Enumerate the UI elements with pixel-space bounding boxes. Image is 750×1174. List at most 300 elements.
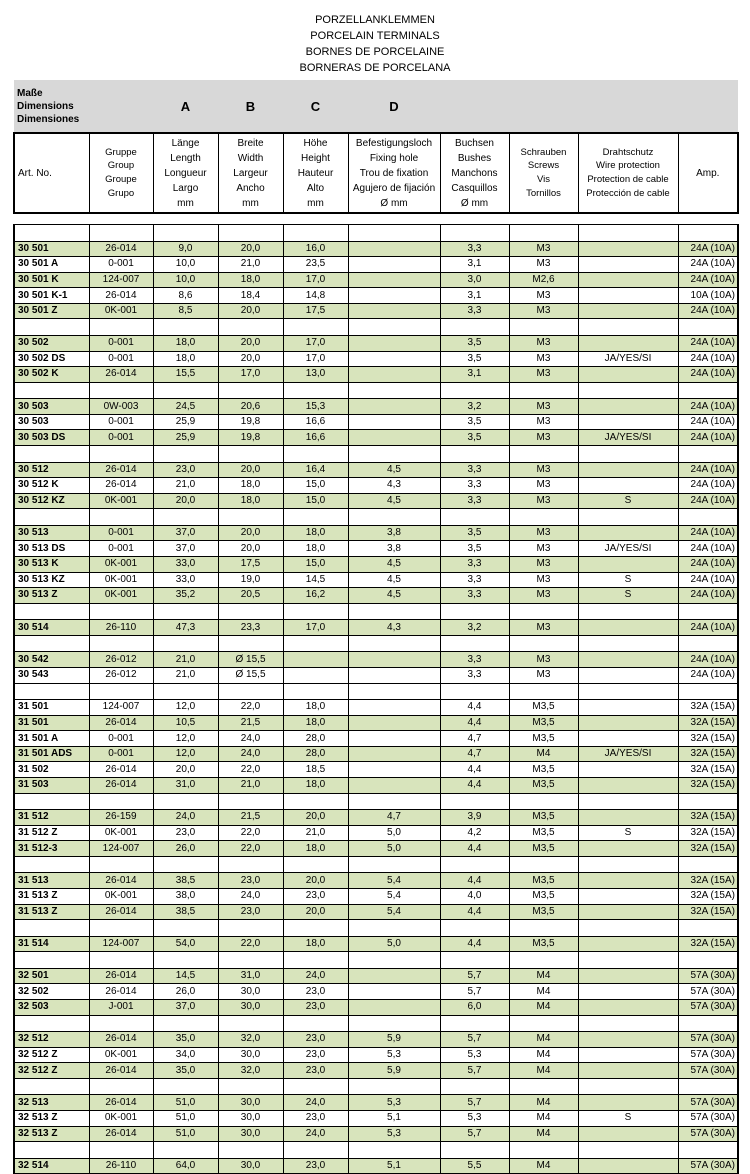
cell-bushes: 3,5	[440, 541, 509, 557]
spacer-cell	[509, 319, 578, 336]
cell-art-no: 30 501 A	[14, 257, 89, 273]
cell-screws: M4	[509, 1095, 578, 1111]
cell-wire-protection	[578, 414, 678, 430]
cell-height: 23,0	[283, 1158, 348, 1174]
spacer-cell	[89, 509, 153, 526]
spacer-cell	[440, 856, 509, 873]
spacer-cell	[153, 856, 218, 873]
cell-group: 26-012	[89, 667, 153, 683]
cell-length: 21,0	[153, 652, 218, 668]
cell-group: 124-007	[89, 272, 153, 288]
cell-height: 18,5	[283, 762, 348, 778]
spacer-cell	[283, 635, 348, 652]
cell-fixing-hole: 4,5	[348, 557, 440, 573]
cell-group: 26-014	[89, 1032, 153, 1048]
cell-art-no: 31 514	[14, 936, 89, 952]
spacer-cell	[509, 1015, 578, 1032]
cell-screws: M3,5	[509, 889, 578, 905]
cell-wire-protection	[578, 778, 678, 794]
cell-wire-protection	[578, 715, 678, 731]
column-header-amp	[678, 133, 738, 213]
cell-wire-protection	[578, 700, 678, 716]
cell-bushes: 5,7	[440, 1095, 509, 1111]
spacer-cell	[348, 509, 440, 526]
spacer-cell	[578, 793, 678, 810]
cell-art-no: 32 512 Z	[14, 1047, 89, 1063]
cell-height: 15,3	[283, 399, 348, 415]
cell-bushes: 3,3	[440, 557, 509, 573]
spacer-cell	[578, 446, 678, 463]
cell-art-no: 30 502 K	[14, 367, 89, 383]
header-gap	[14, 213, 738, 225]
cell-height: 17,0	[283, 272, 348, 288]
spacer-cell	[348, 1078, 440, 1095]
cell-height: 18,0	[283, 936, 348, 952]
cell-width: 32,0	[218, 1032, 283, 1048]
cell-bushes: 4,0	[440, 889, 509, 905]
cell-wire-protection: S	[578, 1110, 678, 1126]
cell-amp: 57A (30A)	[678, 1126, 738, 1142]
table-row	[14, 1063, 738, 1079]
spacer-cell	[283, 920, 348, 937]
cell-amp: 32A (15A)	[678, 746, 738, 762]
cell-amp: 24A (10A)	[678, 335, 738, 351]
cell-length: 23,0	[153, 462, 218, 478]
cell-amp: 24A (10A)	[678, 399, 738, 415]
cell-length: 26,0	[153, 841, 218, 857]
cell-bushes: 4,4	[440, 873, 509, 889]
spacer-cell	[153, 1078, 218, 1095]
spacer-cell	[14, 225, 89, 242]
column-header-fixing-hole	[348, 133, 440, 213]
spacer-cell	[14, 319, 89, 336]
cell-wire-protection	[578, 557, 678, 573]
spacer-cell	[153, 382, 218, 399]
spacer-cell	[509, 603, 578, 620]
spacer-cell	[89, 952, 153, 969]
spacer-cell	[14, 856, 89, 873]
cell-width: 23,0	[218, 904, 283, 920]
spacer-cell	[440, 603, 509, 620]
cell-art-no: 30 501	[14, 241, 89, 257]
spacer-cell	[440, 382, 509, 399]
cell-wire-protection	[578, 1032, 678, 1048]
title-line-fr: BORNES DE PORCELAINE	[305, 46, 445, 58]
cell-art-no: 31 501	[14, 700, 89, 716]
table-row	[14, 1095, 738, 1111]
cell-length: 25,9	[153, 430, 218, 446]
spacer-row	[14, 856, 738, 873]
cell-group: 26-014	[89, 715, 153, 731]
cell-length: 9,0	[153, 241, 218, 257]
cell-fixing-hole	[348, 414, 440, 430]
cell-bushes: 4,4	[440, 700, 509, 716]
cell-screws: M3	[509, 430, 578, 446]
cell-height: 17,0	[283, 335, 348, 351]
column-header-line: mm	[177, 197, 194, 209]
spacer-cell	[153, 446, 218, 463]
cell-height: 23,0	[283, 889, 348, 905]
cell-bushes: 3,1	[440, 367, 509, 383]
cell-bushes: 3,3	[440, 303, 509, 319]
cell-amp: 24A (10A)	[678, 257, 738, 273]
cell-group: 0K-001	[89, 889, 153, 905]
cell-height: 28,0	[283, 731, 348, 747]
spacer-cell	[283, 509, 348, 526]
cell-screws: M3	[509, 572, 578, 588]
spacer-cell	[283, 952, 348, 969]
cell-screws: M3	[509, 541, 578, 557]
spacer-cell	[283, 683, 348, 700]
cell-wire-protection	[578, 1158, 678, 1174]
cell-height	[283, 652, 348, 668]
table-row	[14, 841, 738, 857]
cell-amp: 32A (15A)	[678, 873, 738, 889]
cell-screws: M3	[509, 257, 578, 273]
cell-wire-protection	[578, 968, 678, 984]
cell-amp: 57A (30A)	[678, 1032, 738, 1048]
dimensions-label-line: Dimensiones	[17, 113, 80, 125]
spacer-cell	[440, 509, 509, 526]
spacer-cell	[89, 920, 153, 937]
cell-wire-protection	[578, 288, 678, 304]
spacer-cell	[283, 319, 348, 336]
cell-width: 31,0	[218, 968, 283, 984]
spacer-cell	[218, 1078, 283, 1095]
cell-amp: 24A (10A)	[678, 462, 738, 478]
cell-group: 26-110	[89, 620, 153, 636]
cell-bushes: 4,2	[440, 825, 509, 841]
cell-fixing-hole	[348, 272, 440, 288]
spacer-row	[14, 952, 738, 969]
cell-height: 16,2	[283, 588, 348, 604]
cell-art-no: 30 513	[14, 525, 89, 541]
cell-width: 21,5	[218, 715, 283, 731]
table-row	[14, 968, 738, 984]
spacer-cell	[509, 856, 578, 873]
table-row	[14, 1158, 738, 1174]
cell-art-no: 32 501	[14, 968, 89, 984]
cell-bushes: 5,7	[440, 1126, 509, 1142]
cell-bushes: 4,4	[440, 778, 509, 794]
cell-bushes: 5,7	[440, 1063, 509, 1079]
cell-wire-protection	[578, 272, 678, 288]
cell-width: 30,0	[218, 999, 283, 1015]
cell-length: 15,5	[153, 367, 218, 383]
cell-width: Ø 15,5	[218, 652, 283, 668]
cell-width: 20,6	[218, 399, 283, 415]
cell-screws: M3	[509, 620, 578, 636]
cell-wire-protection	[578, 478, 678, 494]
cell-width: 19,0	[218, 572, 283, 588]
spacer-cell	[14, 635, 89, 652]
spacer-cell	[14, 1078, 89, 1095]
spacer-cell	[348, 635, 440, 652]
spacer-row	[14, 635, 738, 652]
cell-width: 22,0	[218, 825, 283, 841]
cell-width: 24,0	[218, 731, 283, 747]
spacer-cell	[89, 635, 153, 652]
cell-fixing-hole: 5,1	[348, 1110, 440, 1126]
column-header-row	[14, 133, 738, 213]
cell-length: 21,0	[153, 478, 218, 494]
cell-width: 22,0	[218, 841, 283, 857]
cell-fixing-hole	[348, 430, 440, 446]
spacer-cell	[89, 382, 153, 399]
spacer-cell	[14, 603, 89, 620]
cell-screws: M4	[509, 984, 578, 1000]
cell-wire-protection	[578, 335, 678, 351]
cell-height: 16,0	[283, 241, 348, 257]
cell-amp: 57A (30A)	[678, 999, 738, 1015]
column-header-line: Manchons	[451, 167, 498, 179]
dimensions-blank	[678, 80, 738, 133]
spacer-cell	[678, 603, 738, 620]
cell-width: 22,0	[218, 762, 283, 778]
terminals-table	[13, 80, 739, 1174]
cell-height: 18,0	[283, 715, 348, 731]
spacer-cell	[89, 1142, 153, 1159]
cell-bushes: 3,3	[440, 572, 509, 588]
cell-amp: 32A (15A)	[678, 700, 738, 716]
cell-group: 26-110	[89, 1158, 153, 1174]
cell-width: 30,0	[218, 984, 283, 1000]
cell-amp: 57A (30A)	[678, 968, 738, 984]
cell-length: 33,0	[153, 572, 218, 588]
spacer-cell	[89, 225, 153, 242]
cell-screws: M3	[509, 367, 578, 383]
table-row	[14, 746, 738, 762]
cell-length: 12,0	[153, 731, 218, 747]
spacer-cell	[578, 225, 678, 242]
cell-group: 26-014	[89, 1095, 153, 1111]
table-row	[14, 778, 738, 794]
cell-group: 0-001	[89, 430, 153, 446]
cell-amp: 32A (15A)	[678, 841, 738, 857]
spacer-cell	[283, 603, 348, 620]
cell-height: 17,5	[283, 303, 348, 319]
cell-fixing-hole: 4,3	[348, 478, 440, 494]
spacer-cell	[578, 603, 678, 620]
table-row	[14, 1047, 738, 1063]
table-row	[14, 873, 738, 889]
cell-length: 37,0	[153, 999, 218, 1015]
cell-group: J-001	[89, 999, 153, 1015]
spacer-cell	[89, 603, 153, 620]
cell-height: 17,0	[283, 351, 348, 367]
column-header-line: Largeur	[233, 167, 268, 179]
table-row	[14, 810, 738, 826]
column-header-length	[153, 133, 218, 213]
cell-bushes: 3,3	[440, 493, 509, 509]
cell-screws: M3,5	[509, 700, 578, 716]
column-header-line: Alto	[306, 182, 325, 194]
spacer-cell	[678, 382, 738, 399]
table-row	[14, 762, 738, 778]
cell-bushes: 5,7	[440, 968, 509, 984]
cell-height: 16,4	[283, 462, 348, 478]
cell-group: 26-014	[89, 968, 153, 984]
cell-fixing-hole: 3,8	[348, 525, 440, 541]
spacer-cell	[678, 635, 738, 652]
cell-wire-protection	[578, 731, 678, 747]
cell-group: 0-001	[89, 335, 153, 351]
dimensions-blank	[89, 80, 153, 133]
column-header-line: Ø mm	[380, 197, 408, 209]
cell-amp: 24A (10A)	[678, 541, 738, 557]
cell-amp: 24A (10A)	[678, 557, 738, 573]
cell-group: 0K-001	[89, 588, 153, 604]
cell-wire-protection	[578, 525, 678, 541]
cell-width: 30,0	[218, 1095, 283, 1111]
header-gap-row	[14, 213, 738, 225]
cell-length: 35,0	[153, 1063, 218, 1079]
cell-art-no: 31 513 Z	[14, 904, 89, 920]
spacer-cell	[348, 1015, 440, 1032]
cell-group: 0K-001	[89, 1047, 153, 1063]
cell-amp: 24A (10A)	[678, 272, 738, 288]
spacer-cell	[89, 446, 153, 463]
cell-length: 31,0	[153, 778, 218, 794]
cell-fixing-hole: 4,5	[348, 462, 440, 478]
spacer-cell	[283, 1015, 348, 1032]
cell-wire-protection	[578, 889, 678, 905]
cell-height: 17,0	[283, 620, 348, 636]
cell-screws: M4	[509, 999, 578, 1015]
cell-art-no: 30 513 DS	[14, 541, 89, 557]
cell-art-no: 32 513 Z	[14, 1126, 89, 1142]
spacer-row	[14, 509, 738, 526]
cell-length: 38,5	[153, 873, 218, 889]
cell-width: 20,0	[218, 335, 283, 351]
cell-wire-protection	[578, 999, 678, 1015]
cell-length: 35,0	[153, 1032, 218, 1048]
spacer-cell	[89, 1078, 153, 1095]
spacer-cell	[14, 1015, 89, 1032]
cell-amp: 24A (10A)	[678, 572, 738, 588]
table-row	[14, 984, 738, 1000]
spacer-cell	[89, 1015, 153, 1032]
table-row	[14, 652, 738, 668]
cell-bushes: 3,1	[440, 288, 509, 304]
cell-screws: M4	[509, 1158, 578, 1174]
spacer-row	[14, 1078, 738, 1095]
cell-art-no: 30 542	[14, 652, 89, 668]
cell-width: 23,3	[218, 620, 283, 636]
cell-group: 0-001	[89, 731, 153, 747]
cell-height: 24,0	[283, 1095, 348, 1111]
cell-group: 26-014	[89, 873, 153, 889]
cell-width: 21,5	[218, 810, 283, 826]
cell-height: 24,0	[283, 968, 348, 984]
column-header-line: Art. No.	[18, 167, 52, 179]
cell-height: 15,0	[283, 478, 348, 494]
cell-height: 18,0	[283, 525, 348, 541]
cell-screws: M3,5	[509, 904, 578, 920]
cell-amp: 57A (30A)	[678, 1110, 738, 1126]
table-row	[14, 700, 738, 716]
cell-fixing-hole	[348, 652, 440, 668]
column-header-line: Fixing hole	[369, 152, 419, 164]
cell-width: 32,0	[218, 1063, 283, 1079]
cell-group: 124-007	[89, 841, 153, 857]
cell-length: 24,5	[153, 399, 218, 415]
cell-wire-protection	[578, 652, 678, 668]
cell-art-no: 30 501 Z	[14, 303, 89, 319]
spacer-cell	[509, 1142, 578, 1159]
cell-bushes: 3,5	[440, 335, 509, 351]
cell-amp: 24A (10A)	[678, 303, 738, 319]
cell-length: 20,0	[153, 762, 218, 778]
table-row	[14, 715, 738, 731]
column-header-line: Longueur	[164, 167, 207, 179]
cell-group: 0K-001	[89, 572, 153, 588]
cell-height: 23,0	[283, 999, 348, 1015]
cell-length: 37,0	[153, 541, 218, 557]
cell-length: 26,0	[153, 984, 218, 1000]
cell-width: 20,0	[218, 462, 283, 478]
cell-length: 8,5	[153, 303, 218, 319]
spacer-cell	[218, 1015, 283, 1032]
spacer-cell	[509, 509, 578, 526]
cell-width: 20,5	[218, 588, 283, 604]
cell-height: 15,0	[283, 493, 348, 509]
cell-screws: M3,5	[509, 936, 578, 952]
cell-group: 0K-001	[89, 825, 153, 841]
cell-group: 0K-001	[89, 303, 153, 319]
cell-group: 0-001	[89, 525, 153, 541]
cell-group: 26-014	[89, 1063, 153, 1079]
cell-fixing-hole: 4,3	[348, 620, 440, 636]
cell-fixing-hole	[348, 984, 440, 1000]
spacer-cell	[578, 683, 678, 700]
cell-art-no: 30 503	[14, 399, 89, 415]
cell-fixing-hole: 5,9	[348, 1063, 440, 1079]
column-header-line: Height	[301, 152, 330, 164]
table-row	[14, 525, 738, 541]
column-header-line: Protección de cable	[586, 187, 670, 199]
cell-wire-protection: JA/YES/SI	[578, 541, 678, 557]
cell-amp: 24A (10A)	[678, 652, 738, 668]
cell-screws: M3	[509, 241, 578, 257]
spacer-cell	[348, 1142, 440, 1159]
column-header-line: Vis	[536, 174, 551, 185]
cell-wire-protection: JA/YES/SI	[578, 430, 678, 446]
spacer-cell	[440, 1078, 509, 1095]
dimensions-blank	[578, 80, 678, 133]
cell-height: 23,0	[283, 1032, 348, 1048]
cell-group: 26-014	[89, 367, 153, 383]
cell-art-no: 30 514	[14, 620, 89, 636]
cell-fixing-hole	[348, 241, 440, 257]
cell-height	[283, 667, 348, 683]
cell-height: 16,6	[283, 430, 348, 446]
cell-length: 64,0	[153, 1158, 218, 1174]
cell-width: 19,8	[218, 414, 283, 430]
column-header-line: Casquillos	[451, 182, 498, 194]
cell-length: 20,0	[153, 493, 218, 509]
cell-length: 18,0	[153, 335, 218, 351]
cell-art-no: 31 501	[14, 715, 89, 731]
cell-group: 26-014	[89, 462, 153, 478]
cell-fixing-hole	[348, 778, 440, 794]
cell-width: 20,0	[218, 241, 283, 257]
cell-bushes: 3,3	[440, 652, 509, 668]
cell-wire-protection	[578, 1095, 678, 1111]
cell-art-no: 30 513 K	[14, 557, 89, 573]
cell-bushes: 4,4	[440, 841, 509, 857]
cell-amp: 57A (30A)	[678, 1047, 738, 1063]
